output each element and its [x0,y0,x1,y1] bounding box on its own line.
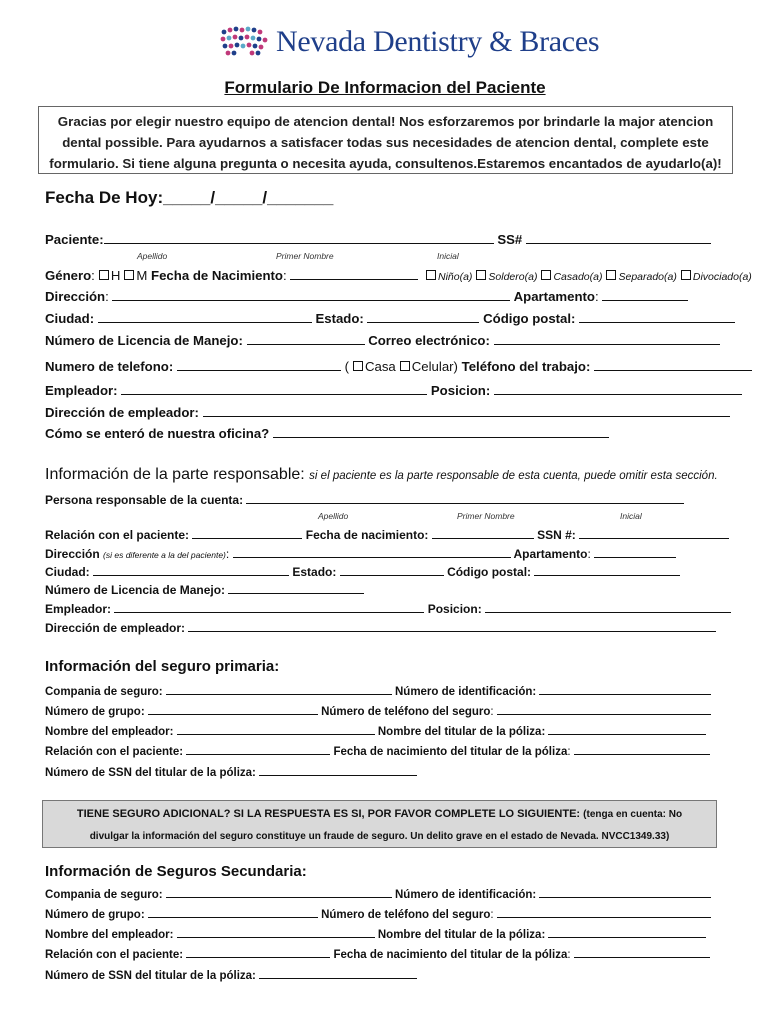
apartamento-field[interactable] [602,288,688,301]
primary-relacion-field[interactable] [186,742,330,755]
trabajo-field[interactable] [594,358,752,371]
primary-ssn-label: Número de SSN del titular de la póliza: [45,767,256,779]
notice-rest-1: (tenga en cuenta: No [583,809,683,820]
estado-civil-checkbox-0[interactable] [426,270,436,280]
responsable-note: si el paciente es la parte responsable de esta cuenta, puede omitir esta sección. [309,470,718,482]
secondary-row-4: Relación con el paciente: Fecha de nacimiento del titular de la póliza: [45,945,710,961]
resp-codigo-field[interactable] [534,563,680,576]
dir-empleador-label: Dirección de empleador: [45,405,199,420]
ciudad-label: Ciudad: [45,311,95,326]
codigo-label: Código postal: [483,311,576,326]
licencia-label: Número de Licencia de Manejo: [45,333,243,348]
celular-checkbox[interactable] [400,361,410,371]
brand-logo [218,20,599,64]
m-label: M [136,268,148,283]
ciudad-row [45,310,735,326]
primary-title: Información del seguro primaria: [45,658,280,675]
primary-titular-label: Nombre del titular de la póliza: [377,726,546,738]
empleador-row [45,382,742,398]
apartamento-label: Apartamento [513,289,595,304]
telefono-field[interactable] [177,358,341,371]
primary-empleador-field[interactable] [177,722,375,735]
trabajo-label: Teléfono del trabajo: [461,359,591,374]
resp-ciudad-label: Ciudad: [45,565,90,579]
primary-grupo-field[interactable] [148,702,318,715]
telefono-label: Numero de telefono: [45,359,174,374]
paciente-row: Paciente: SS# [45,231,711,247]
primary-nacimiento-field[interactable] [574,742,710,755]
nacimiento-label: Fecha de Nacimiento [151,268,283,283]
estado-civil-checkbox-3[interactable] [606,270,616,280]
brand-name: Nevada Dentistry & Braces [276,25,600,58]
resp-licencia-row [45,581,364,597]
resp-empleador-field[interactable] [114,600,424,613]
ssn-field[interactable] [526,231,711,244]
primary-compania-label: Compania de seguro: [45,686,163,698]
casa-checkbox[interactable] [353,361,363,371]
genero-label: Género [45,268,92,283]
resp-direccion-row: Dirección (si es diferente a la del paciente): Apartamento: [45,545,676,561]
estado-civil-3: Separado(a) [618,271,677,283]
resp-posicion-field[interactable] [485,600,731,613]
correo-field[interactable] [494,332,720,345]
h-label: H [110,268,121,283]
primary-identificacion-label: Número de identificación: [394,686,537,698]
responsable-title: Información de la parte responsable: [45,466,305,483]
nacimiento-field[interactable] [290,267,418,280]
secondary-grupo-field[interactable] [148,905,318,918]
resp-sub-apellido: Apellido [318,511,349,521]
dir-empleador-field[interactable] [203,404,730,417]
empleador-label: Empleador: [45,383,118,398]
resp-apartamento-label: Apartamento [513,547,588,561]
notice-bold: TIENE SEGURO ADICIONAL? SI LA RESPUESTA ES SI, POR FAVOR COMPLETE LO SIGUIENTE: [76,808,581,820]
primary-compania-field[interactable] [166,682,392,695]
resp-direccion-label: Dirección [45,547,100,561]
resp-relacion-label: Relación con el paciente: [45,528,190,542]
secondary-compania-field[interactable] [166,885,392,898]
posicion-field[interactable] [494,382,742,395]
resp-sub-inicial: Inicial [620,511,642,521]
estado-civil-1: Soldero(a) [488,271,538,283]
estado-civil-2: Casado(a) [553,271,603,283]
responsable-heading [45,466,718,484]
fecha-blank[interactable]: :_____/_____/_______ [157,188,334,207]
resp-direccion-field[interactable] [233,545,511,558]
secondary-nacimiento-label: Fecha de nacimiento del titular de la póliza [333,949,568,961]
primary-titular-field[interactable] [548,722,706,735]
secondary-identificacion-label: Número de identificación: [394,889,537,901]
primary-row-4: Relación con el paciente: Fecha de nacimiento del titular de la póliza: [45,742,710,758]
oficina-row [45,425,609,441]
resp-codigo-label: Código postal: [447,565,532,579]
intro-message: Gracias por elegir nuestro equipo de atencion dental! Nos esforzaremos por brindarle la major atencion dental possible. Para ayudarnos a satisfacer todas sus necesidades de atencion dental, complete este formulario. Si tiene alguna pregunta o necesita ayuda, consultenos.Estaremos encantados de ayudarlo(a)! [38,106,733,174]
secondary-titular-field[interactable] [548,925,706,938]
secondary-ssn-field[interactable] [259,966,417,979]
primary-telefono-label: Número de teléfono del seguro [321,706,491,718]
primary-nacimiento-label: Fecha de nacimiento del titular de la póliza [333,746,568,758]
secondary-relacion-field[interactable] [186,945,330,958]
celular-label: Celular [411,359,454,374]
estado-label: Estado: [315,311,364,326]
secondary-compania-label: Compania de seguro: [45,889,163,901]
resp-dir-empleador-row [45,619,716,635]
resp-dir-empleador-label: Dirección de empleador: [45,621,186,635]
secondary-ssn-label: Número de SSN del titular de la póliza: [45,970,256,982]
ciudad-field[interactable] [98,310,312,323]
primary-identificacion-field[interactable] [539,682,711,695]
persona-field[interactable] [246,491,684,504]
primary-ssn-field[interactable] [259,763,417,776]
secondary-empleador-field[interactable] [177,925,375,938]
empleador-field[interactable] [121,382,427,395]
primary-relacion-label: Relación con el paciente: [45,746,184,758]
resp-posicion-label: Posicion: [427,602,482,616]
secondary-relacion-label: Relación con el paciente: [45,949,184,961]
resp-ciudad-row [45,563,680,579]
notice-rest-2: divulgar la información del seguro constituye un fraude de seguro. Un delito grave en el estado de Nevada. NVCC1349.33) [89,831,670,842]
dotted-tooth-logo-icon [218,24,270,60]
primary-row-5 [45,763,417,779]
direccion-label: Dirección [45,289,106,304]
sub-primer-nombre: Primer Nombre [276,251,334,261]
h-checkbox[interactable] [99,270,109,280]
ssn-label: SS# [497,232,523,247]
resp-ssn-field[interactable] [579,526,729,539]
form-title: Formulario De Informacion del Paciente [224,78,546,97]
estado-civil-checkbox-1[interactable] [476,270,486,280]
telefono-row: Numero de telefono: ( Casa Celular) Teléfono del trabajo: [45,358,752,374]
secondary-titular-label: Nombre del titular de la póliza: [377,929,546,941]
primary-row-1 [45,682,711,698]
resp-nacimiento-label: Fecha de nacimiento: [305,528,429,542]
direccion-row: Dirección: Apartamento: [45,288,688,304]
correo-label: Correo electrónico: [368,333,490,348]
persona-label: Persona responsable de la cuenta: [45,493,244,507]
resp-dir-empleador-field[interactable] [188,619,716,632]
secondary-telefono-field[interactable] [497,905,711,918]
additional-insurance-notice [42,800,717,848]
dir-empleador-row [45,404,730,420]
genero-row: Género: H M Fecha de Nacimiento: Niño(a) Soldero(a) Casado(a) Separado(a) Divociado(a) [45,268,752,283]
secondary-empleador-label: Nombre del empleador: [45,929,174,941]
direccion-field[interactable] [112,288,510,301]
primary-empleador-label: Nombre del empleador: [45,726,174,738]
fecha-label: Fecha De Hoy [45,188,158,207]
licencia-field[interactable] [247,332,365,345]
persona-row [45,491,684,507]
secondary-row-2: Número de grupo: Número de teléfono del seguro: [45,905,711,921]
m-checkbox[interactable] [124,270,134,280]
fecha-de-hoy [45,188,333,208]
secondary-grupo-label: Número de grupo: [45,909,145,921]
resp-apartamento-field[interactable] [594,545,676,558]
estado-field[interactable] [367,310,479,323]
primary-row-2: Número de grupo: Número de teléfono del seguro: [45,702,711,718]
secondary-row-1 [45,885,711,901]
resp-nacimiento-field[interactable] [432,526,534,539]
paciente-field[interactable] [104,231,494,244]
resp-empleador-row [45,600,731,616]
secondary-row-3 [45,925,706,941]
resp-licencia-label: Número de Licencia de Manejo: [45,583,226,597]
resp-sub-primer: Primer Nombre [457,511,515,521]
resp-ssn-label: SSN #: [537,528,576,542]
paciente-label: Paciente [45,232,100,247]
oficina-label: Cómo se enteró de nuestra oficina? [45,426,270,441]
casa-label: Casa [364,359,396,374]
resp-licencia-field[interactable] [228,581,364,594]
resp-ciudad-field[interactable] [93,563,289,576]
secondary-title: Información de Seguros Secundaria: [45,863,307,880]
estado-civil-checkbox-2[interactable] [541,270,551,280]
estado-civil-0: Niño(a) [437,271,473,283]
primary-telefono-field[interactable] [497,702,711,715]
primary-row-3 [45,722,706,738]
sub-apellido: Apellido [137,251,168,261]
estado-civil-checkbox-4[interactable] [681,270,691,280]
posicion-label: Posicion: [430,383,491,398]
resp-relacion-row [45,526,729,542]
resp-direccion-note: (si es diferente a la del paciente) [103,550,226,560]
secondary-identificacion-field[interactable] [539,885,711,898]
estado-civil-4: Divociado(a) [692,271,752,283]
oficina-field[interactable] [273,425,609,438]
codigo-field[interactable] [579,310,735,323]
primary-grupo-label: Número de grupo: [45,706,145,718]
sub-inicial: Inicial [437,251,459,261]
resp-estado-field[interactable] [340,563,444,576]
secondary-row-5 [45,966,417,982]
resp-empleador-label: Empleador: [45,602,112,616]
resp-estado-label: Estado: [292,565,337,579]
licencia-row [45,332,720,348]
resp-relacion-field[interactable] [192,526,302,539]
secondary-telefono-label: Número de teléfono del seguro [321,909,491,921]
secondary-nacimiento-field[interactable] [574,945,710,958]
